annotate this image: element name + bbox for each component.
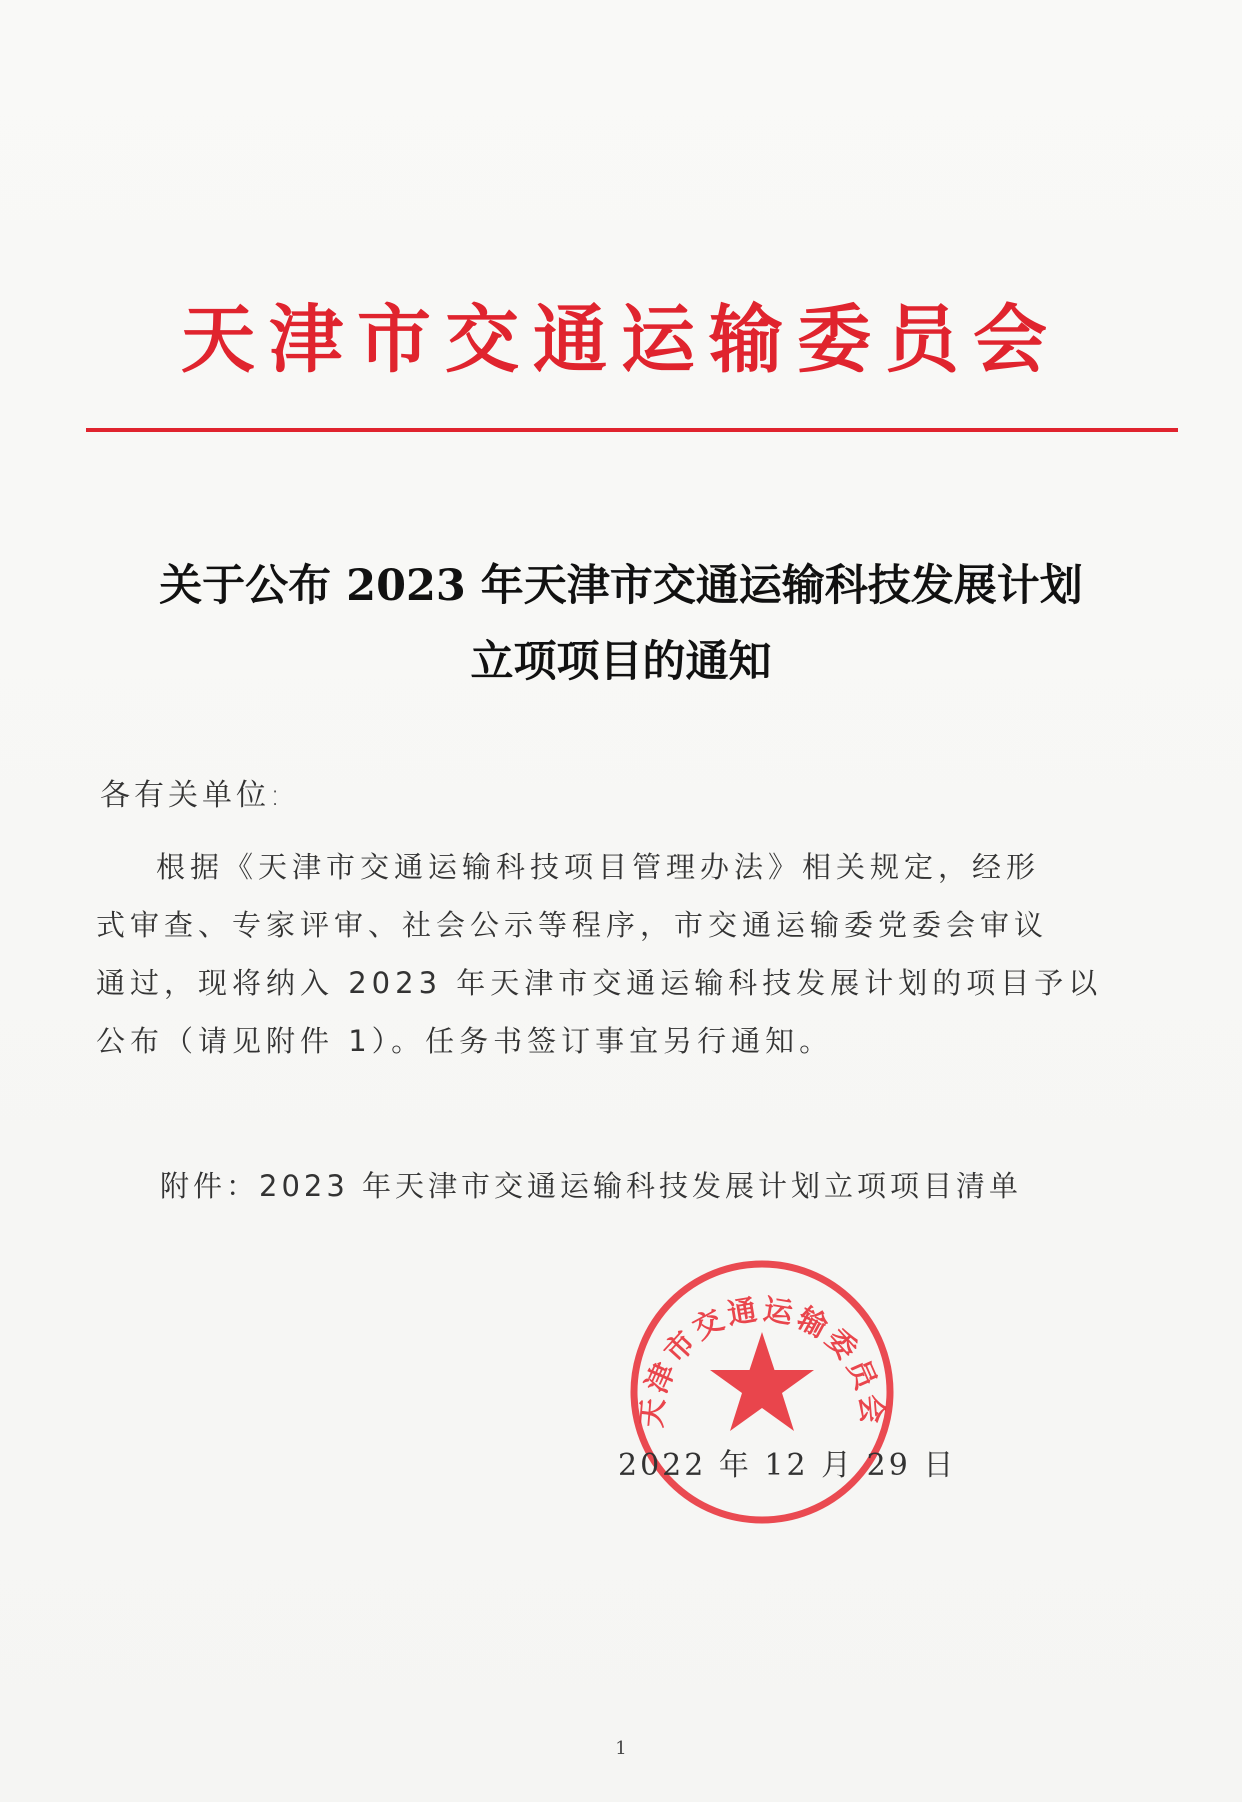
star-icon [710,1332,814,1431]
seal-text: 天津市交通运输委员会 [634,1291,890,1429]
title-line-2: 立项项目的通知 [470,637,772,687]
attachment-line: 附件：2023 年天津市交通运输科技发展计划立项项目清单 [160,1169,1023,1203]
red-divider-line [86,428,1178,432]
body-line-1: 根据《天津市交通运输科技项目管理办法》相关规定，经形 [156,850,1041,884]
title-line-1: 关于公布 2023 年天津市交通运输科技发展计划 [159,561,1083,611]
body-paragraph [96,838,1136,1070]
official-seal [622,1252,902,1532]
issue-date: 2022 年 12 月 29 日 [618,1448,957,1483]
body-line-4: 公布（请见附件 1）。任务书签订事宜另行通知。 [96,1024,834,1058]
salutation: 各有关单位: [100,778,285,813]
body-line-3: 通过，现将纳入 2023 年天津市交通运输科技发展计划的项目予以 [96,966,1103,1000]
issuer-masthead: 天津市交通运输委员会 [181,297,1061,383]
page-number: 1 [615,1738,627,1759]
body-line-2: 式审查、专家评审、社会公示等程序，市交通运输委党委会审议 [96,908,1049,942]
document-title [60,548,1182,700]
